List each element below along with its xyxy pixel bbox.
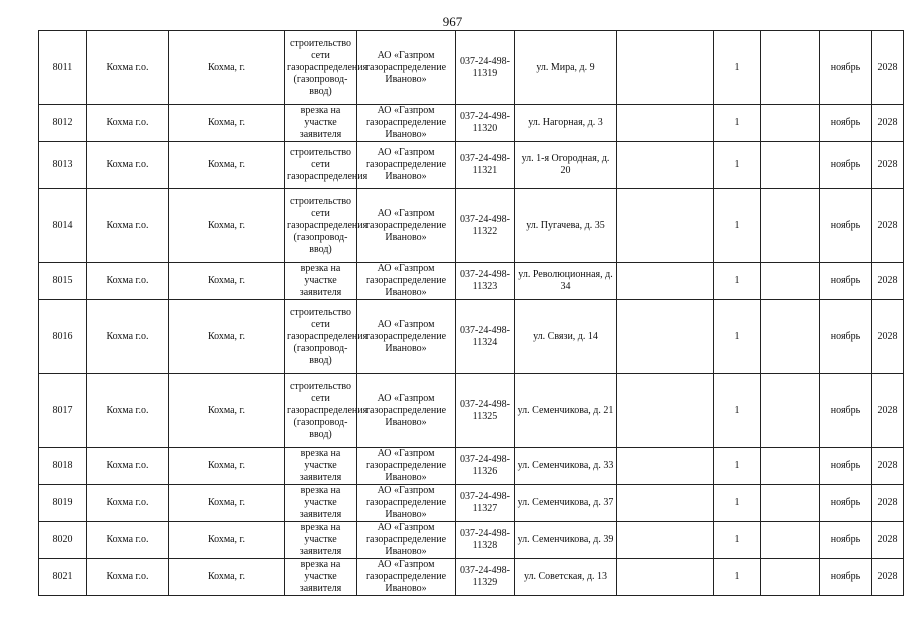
cell-locality: Кохма, г. (169, 263, 285, 300)
cell-locality: Кохма, г. (169, 105, 285, 142)
cell-empty (617, 189, 714, 263)
cell-organization: АО «Газпром газораспределение Иваново» (357, 189, 456, 263)
cell-address: ул. 1-я Огородная, д. 20 (515, 142, 617, 189)
document-table (38, 30, 904, 596)
cell-number: 8013 (39, 142, 87, 189)
cell-number: 8011 (39, 31, 87, 105)
cell-address: ул. Нагорная, д. 3 (515, 105, 617, 142)
cell-empty (617, 31, 714, 105)
cell-code: 037-24-498-11324 (456, 300, 515, 374)
cell-address: ул. Семенчикова, д. 39 (515, 522, 617, 559)
cell-code: 037-24-498-11321 (456, 142, 515, 189)
cell-quantity: 1 (714, 189, 761, 263)
cell-work-type: врезка на участке заявителя (285, 559, 357, 596)
cell-district: Кохма г.о. (87, 374, 169, 448)
cell-empty (617, 105, 714, 142)
cell-locality: Кохма, г. (169, 448, 285, 485)
cell-empty (761, 142, 820, 189)
cell-empty (761, 300, 820, 374)
cell-address: ул. Семенчикова, д. 37 (515, 485, 617, 522)
cell-year: 2028 (872, 142, 904, 189)
cell-code: 037-24-498-11323 (456, 263, 515, 300)
cell-organization: АО «Газпром газораспределение Иваново» (357, 522, 456, 559)
cell-address: ул. Семенчикова, д. 33 (515, 448, 617, 485)
cell-empty (617, 263, 714, 300)
cell-year: 2028 (872, 448, 904, 485)
cell-district: Кохма г.о. (87, 142, 169, 189)
cell-district: Кохма г.о. (87, 300, 169, 374)
cell-work-type: строительство сети газораспределения (газопровод-ввод) (285, 31, 357, 105)
cell-work-type: строительство сети газораспределения (газопровод-ввод) (285, 374, 357, 448)
cell-quantity: 1 (714, 559, 761, 596)
cell-month: ноябрь (820, 263, 872, 300)
cell-locality: Кохма, г. (169, 189, 285, 263)
cell-year: 2028 (872, 522, 904, 559)
cell-year: 2028 (872, 189, 904, 263)
cell-number: 8016 (39, 300, 87, 374)
cell-locality: Кохма, г. (169, 142, 285, 189)
cell-quantity: 1 (714, 263, 761, 300)
cell-code: 037-24-498-11320 (456, 105, 515, 142)
cell-quantity: 1 (714, 105, 761, 142)
cell-address: ул. Пугачева, д. 35 (515, 189, 617, 263)
cell-organization: АО «Газпром газораспределение Иваново» (357, 31, 456, 105)
cell-district: Кохма г.о. (87, 559, 169, 596)
cell-code: 037-24-498-11326 (456, 448, 515, 485)
cell-organization: АО «Газпром газораспределение Иваново» (357, 105, 456, 142)
cell-empty (761, 374, 820, 448)
cell-quantity: 1 (714, 448, 761, 485)
cell-year: 2028 (872, 263, 904, 300)
cell-address: ул. Связи, д. 14 (515, 300, 617, 374)
cell-work-type: строительство сети газораспределения (285, 142, 357, 189)
cell-work-type: врезка на участке заявителя (285, 522, 357, 559)
cell-year: 2028 (872, 31, 904, 105)
cell-month: ноябрь (820, 448, 872, 485)
cell-quantity: 1 (714, 374, 761, 448)
cell-address: ул. Семенчикова, д. 21 (515, 374, 617, 448)
cell-year: 2028 (872, 559, 904, 596)
table-row (39, 522, 904, 559)
cell-locality: Кохма, г. (169, 485, 285, 522)
cell-code: 037-24-498-11329 (456, 559, 515, 596)
cell-locality: Кохма, г. (169, 559, 285, 596)
cell-number: 8019 (39, 485, 87, 522)
cell-work-type: строительство сети газораспределения (газопровод-ввод) (285, 189, 357, 263)
cell-empty (617, 374, 714, 448)
cell-code: 037-24-498-11325 (456, 374, 515, 448)
table-row (39, 189, 904, 263)
cell-empty (761, 485, 820, 522)
cell-organization: АО «Газпром газораспределение Иваново» (357, 559, 456, 596)
cell-empty (617, 522, 714, 559)
cell-work-type: строительство сети газораспределения (газопровод-ввод) (285, 300, 357, 374)
cell-district: Кохма г.о. (87, 263, 169, 300)
cell-locality: Кохма, г. (169, 522, 285, 559)
cell-year: 2028 (872, 374, 904, 448)
cell-district: Кохма г.о. (87, 485, 169, 522)
table-row (39, 485, 904, 522)
table-row (39, 300, 904, 374)
table-row (39, 105, 904, 142)
cell-empty (617, 142, 714, 189)
cell-month: ноябрь (820, 559, 872, 596)
table-row (39, 31, 904, 105)
cell-district: Кохма г.о. (87, 448, 169, 485)
cell-organization: АО «Газпром газораспределение Иваново» (357, 448, 456, 485)
cell-month: ноябрь (820, 374, 872, 448)
cell-locality: Кохма, г. (169, 374, 285, 448)
cell-empty (761, 448, 820, 485)
cell-number: 8018 (39, 448, 87, 485)
cell-code: 037-24-498-11319 (456, 31, 515, 105)
cell-organization: АО «Газпром газораспределение Иваново» (357, 374, 456, 448)
cell-number: 8021 (39, 559, 87, 596)
cell-empty (617, 300, 714, 374)
cell-address: ул. Советская, д. 13 (515, 559, 617, 596)
cell-number: 8017 (39, 374, 87, 448)
cell-code: 037-24-498-11322 (456, 189, 515, 263)
cell-quantity: 1 (714, 485, 761, 522)
table-row (39, 448, 904, 485)
table-row (39, 374, 904, 448)
table-row (39, 263, 904, 300)
cell-year: 2028 (872, 300, 904, 374)
cell-address: ул. Мира, д. 9 (515, 31, 617, 105)
cell-district: Кохма г.о. (87, 522, 169, 559)
table-body (39, 31, 904, 596)
cell-empty (761, 263, 820, 300)
cell-year: 2028 (872, 105, 904, 142)
cell-organization: АО «Газпром газораспределение Иваново» (357, 485, 456, 522)
cell-empty (761, 522, 820, 559)
cell-number: 8012 (39, 105, 87, 142)
cell-work-type: врезка на участке заявителя (285, 263, 357, 300)
cell-district: Кохма г.о. (87, 189, 169, 263)
cell-work-type: врезка на участке заявителя (285, 448, 357, 485)
cell-work-type: врезка на участке заявителя (285, 485, 357, 522)
table-row (39, 559, 904, 596)
cell-empty (617, 559, 714, 596)
cell-organization: АО «Газпром газораспределение Иваново» (357, 300, 456, 374)
cell-quantity: 1 (714, 522, 761, 559)
cell-empty (617, 448, 714, 485)
cell-month: ноябрь (820, 31, 872, 105)
cell-month: ноябрь (820, 485, 872, 522)
cell-month: ноябрь (820, 142, 872, 189)
cell-locality: Кохма, г. (169, 300, 285, 374)
cell-organization: АО «Газпром газораспределение Иваново» (357, 263, 456, 300)
cell-empty (617, 485, 714, 522)
cell-locality: Кохма, г. (169, 31, 285, 105)
cell-address: ул. Революционная, д. 34 (515, 263, 617, 300)
cell-work-type: врезка на участке заявителя (285, 105, 357, 142)
cell-month: ноябрь (820, 522, 872, 559)
cell-quantity: 1 (714, 300, 761, 374)
cell-empty (761, 105, 820, 142)
cell-quantity: 1 (714, 142, 761, 189)
cell-code: 037-24-498-11328 (456, 522, 515, 559)
cell-number: 8014 (39, 189, 87, 263)
cell-month: ноябрь (820, 300, 872, 374)
cell-month: ноябрь (820, 105, 872, 142)
cell-month: ноябрь (820, 189, 872, 263)
cell-district: Кохма г.о. (87, 31, 169, 105)
cell-number: 8015 (39, 263, 87, 300)
cell-empty (761, 31, 820, 105)
cell-organization: АО «Газпром газораспределение Иваново» (357, 142, 456, 189)
cell-quantity: 1 (714, 31, 761, 105)
cell-empty (761, 189, 820, 263)
table-row (39, 142, 904, 189)
cell-empty (761, 559, 820, 596)
cell-year: 2028 (872, 485, 904, 522)
cell-number: 8020 (39, 522, 87, 559)
cell-district: Кохма г.о. (87, 105, 169, 142)
page-number: 967 (442, 14, 463, 29)
cell-code: 037-24-498-11327 (456, 485, 515, 522)
